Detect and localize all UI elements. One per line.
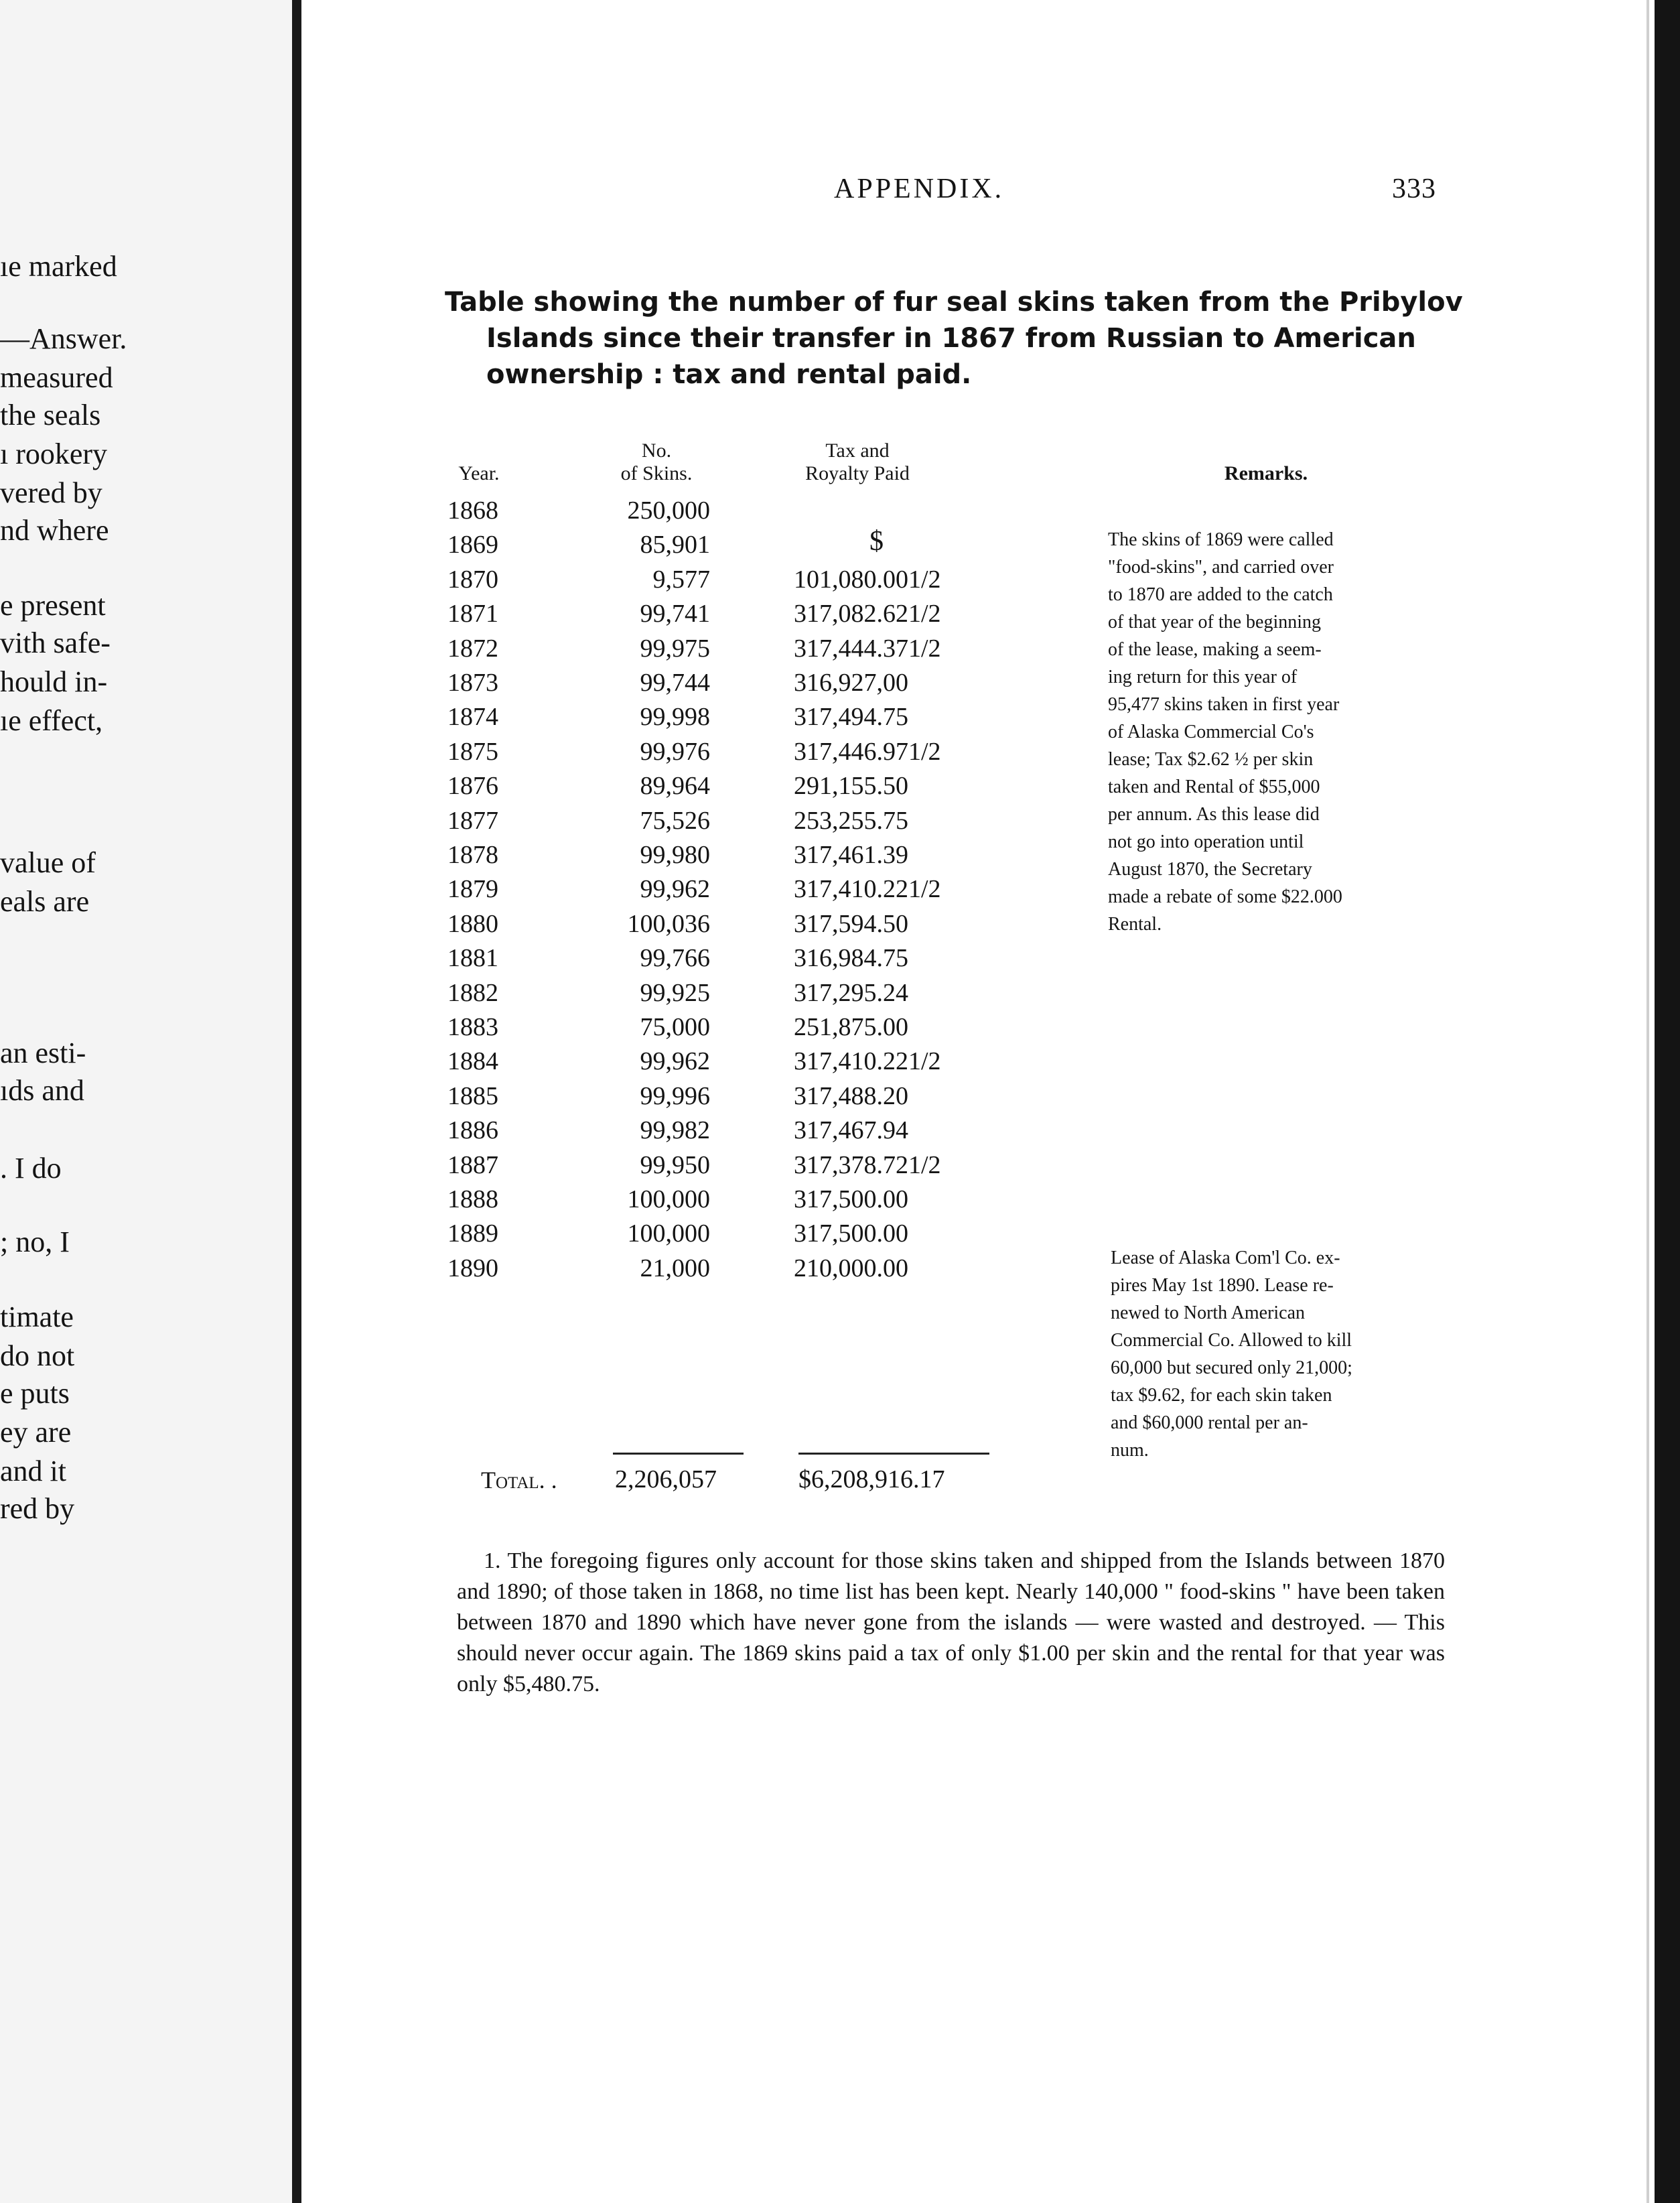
remarks-line: tax $9.62, for each skin taken <box>1111 1385 1332 1406</box>
total-rule-skins <box>613 1453 744 1455</box>
table-cell-year: 1890 <box>447 1254 498 1282</box>
left-page-fragment: an esti- <box>0 1037 86 1069</box>
table-cell-year: 1884 <box>447 1047 498 1075</box>
remarks-line: pires May 1st 1890. Lease re- <box>1111 1275 1334 1296</box>
footnote: 1. The foregoing figures only account for those skins taken and shipped from the Islands between 1870 and 1890; of those taken in 1868, no time list has been kept. Nearly 140,000 " food-skins " have been taken between 1870 and 1890 which have never gone from the islands — were wasted and destroyed. — This should never occur again. The 1869 skins paid a tax of only $1.00 per skin and the rental for that year was only $5,480.75. <box>457 1548 1445 1696</box>
table-cell-skins: 100,000 <box>627 1219 710 1248</box>
table-cell-year: 1872 <box>447 635 498 663</box>
column-header-year: Year. <box>458 462 500 484</box>
left-page-fragment: vith safe- <box>0 626 111 659</box>
table-cell-year: 1880 <box>447 910 498 938</box>
table-cell-skins: 99,996 <box>640 1082 710 1110</box>
table-cell-tax: 101,080.001/2 <box>794 565 941 594</box>
remarks-line: August 1870, the Secretary <box>1108 859 1312 880</box>
remarks-line: Rental. <box>1108 914 1162 935</box>
table-cell-tax: 317,378.721/2 <box>794 1151 941 1179</box>
table-cell-skins: 99,766 <box>640 944 710 972</box>
remarks-line: Commercial Co. Allowed to kill <box>1111 1330 1352 1351</box>
table-cell-skins: 89,964 <box>640 772 710 800</box>
table-cell-tax: 317,410.221/2 <box>794 875 941 903</box>
table-cell-skins: 75,000 <box>640 1013 710 1041</box>
remarks-line: and $60,000 rental per an- <box>1111 1412 1308 1433</box>
remarks-line: 95,477 skins taken in first year <box>1108 694 1340 715</box>
table-title-line-1: Table showing the number of fur seal skins taken from the Pribylov <box>445 287 1463 318</box>
table-cell-year: 1874 <box>447 703 498 731</box>
table-cell-skins: 21,000 <box>640 1254 710 1282</box>
table-cell-skins: 100,000 <box>627 1185 710 1213</box>
table-cell-year: 1887 <box>447 1151 498 1179</box>
book-gutter <box>292 0 301 2203</box>
table-cell-tax: 316,984.75 <box>794 944 908 972</box>
left-page-fragment: ı rookery <box>0 438 108 470</box>
table-cell-skins: 100,036 <box>627 910 710 938</box>
total-skins: 2,206,057 <box>615 1465 717 1493</box>
table-cell-tax: 317,488.20 <box>794 1082 908 1110</box>
table-cell-year: 1882 <box>447 979 498 1007</box>
table-cell-skins: 9,577 <box>652 565 710 594</box>
table-cell-skins: 99,998 <box>640 703 710 731</box>
table-cell-year: 1886 <box>447 1116 498 1144</box>
total-label: Total. . <box>481 1467 557 1493</box>
remarks-line: of Alaska Commercial Co's <box>1108 722 1314 742</box>
remarks-line: 60,000 but secured only 21,000; <box>1111 1357 1352 1378</box>
currency-symbol: $ <box>869 526 884 557</box>
table-cell-year: 1881 <box>447 944 498 972</box>
table-cell-tax: 317,594.50 <box>794 910 908 938</box>
remarks-line: num. <box>1111 1440 1149 1461</box>
left-page-fragment: measured <box>0 361 113 394</box>
table-cell-tax: 317,444.371/2 <box>794 635 941 663</box>
table-cell-tax: 317,494.75 <box>794 703 908 731</box>
remarks-line: of that year of the beginning <box>1108 612 1322 632</box>
remarks-line: to 1870 are added to the catch <box>1108 584 1333 605</box>
table-cell-skins: 99,980 <box>640 841 710 869</box>
table-cell-tax: 317,500.00 <box>794 1219 908 1248</box>
table-cell-skins: 99,982 <box>640 1116 710 1144</box>
column-header-skins-2: of Skins. <box>620 462 693 484</box>
left-page-fragment: ıe effect, <box>0 704 103 737</box>
right-page-edge-line <box>1647 0 1649 2203</box>
left-page-fragment: ; no, I <box>0 1225 70 1258</box>
table-cell-year: 1885 <box>447 1082 498 1110</box>
table-cell-skins: 250,000 <box>627 496 710 525</box>
table-cell-year: 1871 <box>447 600 498 628</box>
table-cell-tax: 317,467.94 <box>794 1116 908 1144</box>
table-cell-tax: 317,295.24 <box>794 979 908 1007</box>
total-rule-tax <box>798 1453 989 1455</box>
column-header-skins-1: No. <box>641 440 672 462</box>
remarks-block-1 <box>1108 526 1436 938</box>
column-header-tax-1: Tax and <box>825 440 890 462</box>
table-cell-tax: 317,082.621/2 <box>794 600 941 628</box>
table-cell-skins: 85,901 <box>640 531 710 559</box>
page-number: 333 <box>1392 174 1436 204</box>
table-cell-year: 1879 <box>447 875 498 903</box>
left-page-fragment: eals are <box>0 885 90 918</box>
remarks-line: The skins of 1869 were called <box>1108 529 1334 550</box>
remarks-line: newed to North American <box>1111 1303 1306 1323</box>
table-cell-skins: 99,976 <box>640 738 710 766</box>
total-tax: $6,208,916.17 <box>798 1465 945 1493</box>
remarks-line: per annum. As this lease did <box>1108 804 1320 825</box>
table-cell-tax: 317,500.00 <box>794 1185 908 1213</box>
right-page-edge <box>1655 0 1680 2203</box>
table-cell-year: 1889 <box>447 1219 498 1248</box>
remarks-line: of the lease, making a seem- <box>1108 639 1322 660</box>
running-header: APPENDIX. <box>834 174 1005 204</box>
left-page-fragment: and it <box>0 1455 66 1487</box>
left-page-fragment: e present <box>0 589 106 622</box>
remarks-line: made a rebate of some $22.000 <box>1108 886 1342 907</box>
table-cell-year: 1878 <box>447 841 498 869</box>
column-header-tax-2: Royalty Paid <box>805 462 910 484</box>
table-cell-tax: 291,155.50 <box>794 772 908 800</box>
table-cell-tax: 316,927,00 <box>794 669 908 697</box>
left-page-fragment: ey are <box>0 1416 72 1449</box>
left-page-fragment: vered by <box>0 476 102 509</box>
table-cell-skins: 99,962 <box>640 1047 710 1075</box>
table-cell-year: 1869 <box>447 531 498 559</box>
remarks-line: "food-skins", and carried over <box>1108 557 1334 578</box>
table-cell-year: 1870 <box>447 565 498 594</box>
table-cell-year: 1875 <box>447 738 498 766</box>
table-cell-tax: 317,446.971/2 <box>794 738 941 766</box>
table-cell-tax: 317,461.39 <box>794 841 908 869</box>
table-cell-tax: 253,255.75 <box>794 807 908 835</box>
remarks-line: ing return for this year of <box>1108 667 1298 687</box>
table-cell-year: 1876 <box>447 772 498 800</box>
table-cell-year: 1877 <box>447 807 498 835</box>
table-cell-tax: 317,410.221/2 <box>794 1047 941 1075</box>
table-cell-skins: 99,950 <box>640 1151 710 1179</box>
left-page-fragment: ıe marked <box>0 250 117 283</box>
left-page-fragment: the seals <box>0 399 101 431</box>
table-cell-tax: 251,875.00 <box>794 1013 908 1041</box>
left-page-fragment: ıds and <box>0 1074 84 1107</box>
table-cell-skins: 99,975 <box>640 635 710 663</box>
left-page-fragment: timate <box>0 1300 74 1333</box>
left-page-fragment: do not <box>0 1339 75 1372</box>
remarks-line: lease; Tax $2.62 ½ per skin <box>1108 749 1314 770</box>
table-cell-year: 1868 <box>447 496 498 525</box>
left-page-fragment: e puts <box>0 1377 70 1410</box>
remarks-line: taken and Rental of $55,000 <box>1108 777 1320 797</box>
table-cell-skins: 99,744 <box>640 669 710 697</box>
left-page-fragment: red by <box>0 1492 75 1525</box>
left-page-fragment: hould in- <box>0 665 108 698</box>
table-cell-year: 1883 <box>447 1013 498 1041</box>
table-cell-year: 1873 <box>447 669 498 697</box>
remarks-line: Lease of Alaska Com'l Co. ex- <box>1111 1248 1340 1268</box>
table-cell-skins: 99,962 <box>640 875 710 903</box>
table-title-line-2: Islands since their transfer in 1867 from Russian to American <box>486 323 1416 354</box>
remarks-line: not go into operation until <box>1108 831 1304 852</box>
remarks-block-2 <box>1111 1244 1439 1464</box>
table-cell-year: 1888 <box>447 1185 498 1213</box>
left-page-fragment: nd where <box>0 514 109 547</box>
left-page-fragment: . I do <box>0 1152 62 1185</box>
column-header-remarks: Remarks. <box>1224 462 1308 484</box>
table-cell-skins: 75,526 <box>640 807 710 835</box>
table-cell-tax: 210,000.00 <box>794 1254 908 1282</box>
table-cell-skins: 99,741 <box>640 600 710 628</box>
left-page-fragment: —Answer. <box>0 322 127 355</box>
table-cell-skins: 99,925 <box>640 979 710 1007</box>
table-title-line-3: ownership : tax and rental paid. <box>486 359 972 390</box>
left-page-fragment: value of <box>0 846 96 879</box>
